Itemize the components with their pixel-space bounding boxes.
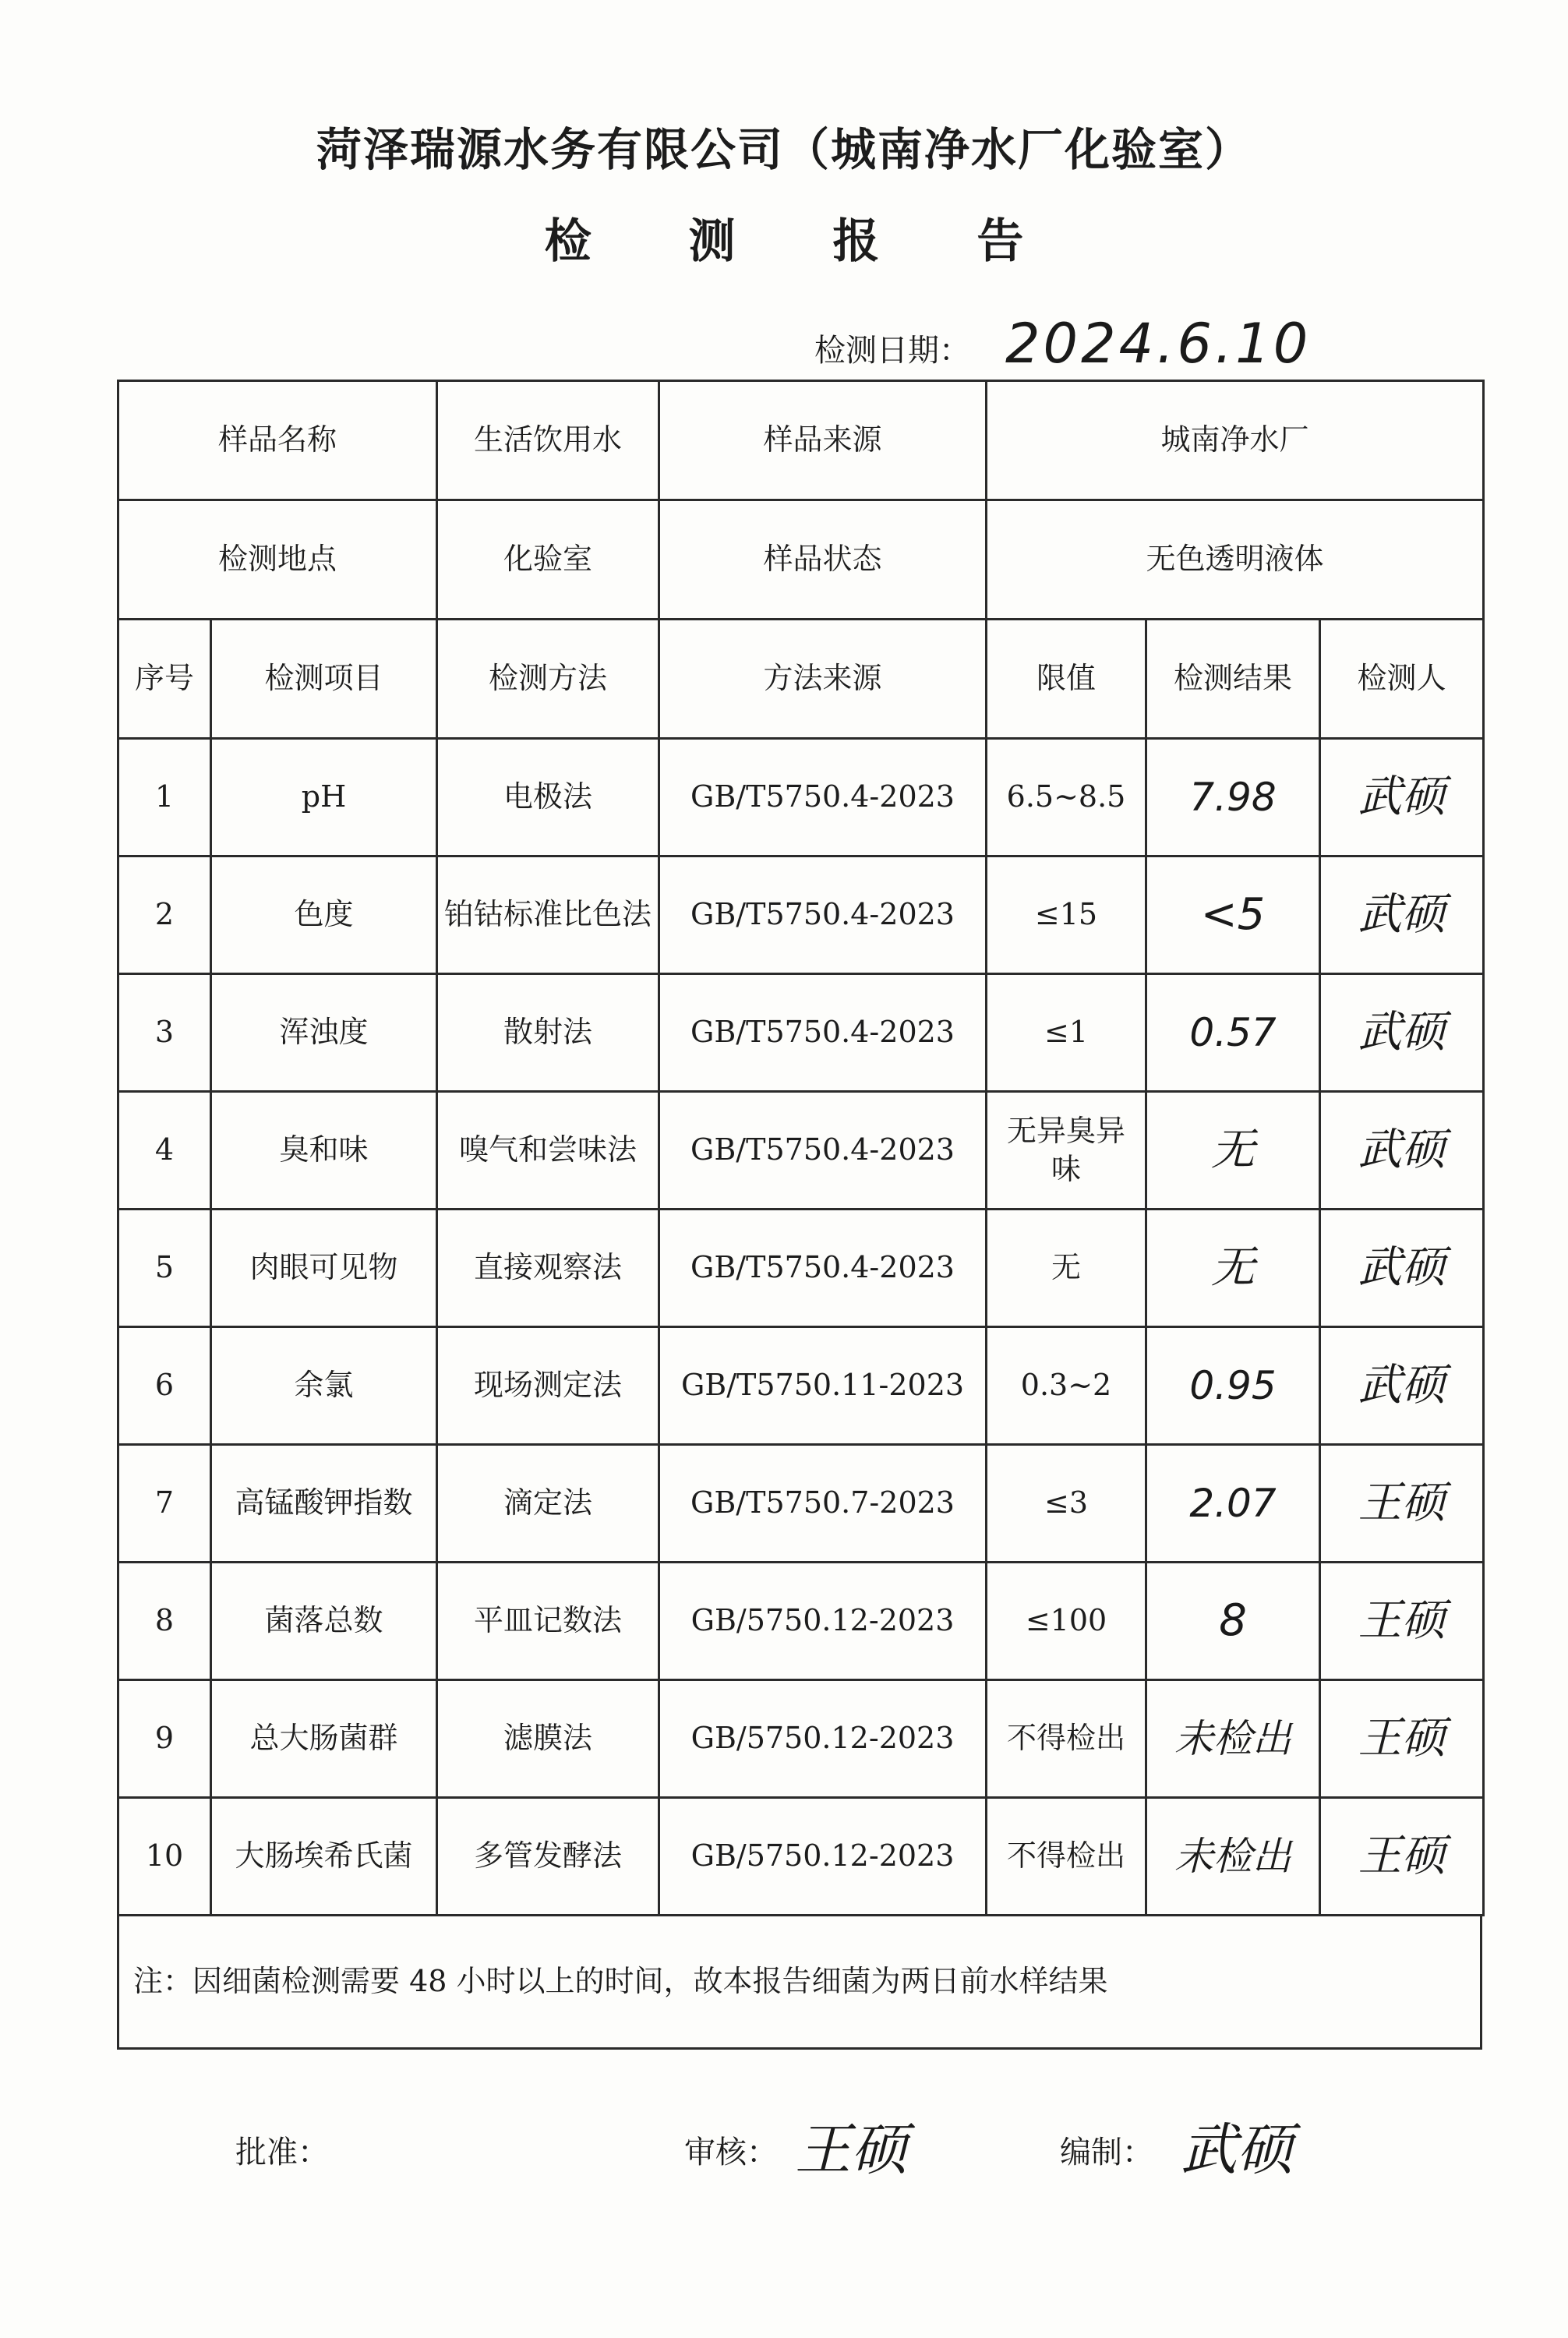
signature-row bbox=[0, 2104, 1568, 2198]
column-header: 序号 bbox=[118, 620, 211, 739]
sample-name-value: 生活饮用水 bbox=[437, 381, 659, 500]
test-method: 嗅气和尝味法 bbox=[437, 1092, 659, 1210]
tester-name: 王硕 bbox=[1320, 1445, 1484, 1563]
test-item: 高锰酸钾指数 bbox=[211, 1445, 437, 1563]
limit-value: ≤1 bbox=[987, 974, 1146, 1092]
test-method: 多管发酵法 bbox=[437, 1798, 659, 1916]
row-number: 7 bbox=[118, 1445, 211, 1563]
row-number: 6 bbox=[118, 1327, 211, 1445]
test-item: 色度 bbox=[211, 856, 437, 974]
method-source: GB/T5750.4-2023 bbox=[659, 856, 987, 974]
table-row bbox=[118, 1210, 1484, 1327]
method-source: GB/T5750.4-2023 bbox=[659, 739, 987, 856]
method-source: GB/5750.12-2023 bbox=[659, 1680, 987, 1798]
row-number: 2 bbox=[118, 856, 211, 974]
report-table-container bbox=[117, 380, 1482, 2050]
tester-name: 武硕 bbox=[1320, 856, 1484, 974]
approve-label: 批准： bbox=[235, 2135, 329, 2170]
sample-source-value: 城南净水厂 bbox=[987, 381, 1484, 500]
test-item: 肉眼可见物 bbox=[211, 1210, 437, 1327]
test-method: 滤膜法 bbox=[437, 1680, 659, 1798]
test-result: 未检出 bbox=[1146, 1680, 1320, 1798]
test-item: 菌落总数 bbox=[211, 1563, 437, 1680]
limit-value: 6.5~8.5 bbox=[987, 739, 1146, 856]
method-source: GB/T5750.4-2023 bbox=[659, 1210, 987, 1327]
test-result: 2.07 bbox=[1146, 1445, 1320, 1563]
test-item: 总大肠菌群 bbox=[211, 1680, 437, 1798]
test-method: 散射法 bbox=[437, 974, 659, 1092]
test-result: <5 bbox=[1146, 856, 1320, 974]
limit-value: 无 bbox=[987, 1210, 1146, 1327]
table-row bbox=[118, 1798, 1484, 1916]
table-row bbox=[118, 1680, 1484, 1798]
test-method: 现场测定法 bbox=[437, 1327, 659, 1445]
company-title: 菏泽瑞源水务有限公司（城南净水厂化验室） bbox=[316, 123, 1252, 176]
test-location-label: 检测地点 bbox=[118, 500, 437, 620]
tester-name: 武硕 bbox=[1320, 1092, 1484, 1210]
method-source: GB/T5750.4-2023 bbox=[659, 974, 987, 1092]
sample-name-label: 样品名称 bbox=[118, 381, 437, 500]
test-item: 浑浊度 bbox=[211, 974, 437, 1092]
row-number: 4 bbox=[118, 1092, 211, 1210]
note-table bbox=[117, 1914, 1482, 2050]
limit-value: ≤15 bbox=[987, 856, 1146, 974]
sample-state-label: 样品状态 bbox=[659, 500, 987, 620]
column-header-row bbox=[118, 620, 1484, 739]
test-item: pH bbox=[211, 739, 437, 856]
row-number: 8 bbox=[118, 1563, 211, 1680]
limit-value: 无异臭异味 bbox=[987, 1092, 1146, 1210]
column-header: 方法来源 bbox=[659, 620, 987, 739]
test-item: 大肠埃希氏菌 bbox=[211, 1798, 437, 1916]
limit-value: 不得检出 bbox=[987, 1798, 1146, 1916]
sample-state-value: 无色透明液体 bbox=[987, 500, 1484, 620]
sample-info-row-1 bbox=[118, 381, 1484, 500]
tester-name: 王硕 bbox=[1320, 1680, 1484, 1798]
test-result: 0.95 bbox=[1146, 1327, 1320, 1445]
column-header: 检测项目 bbox=[211, 620, 437, 739]
table-row bbox=[118, 1327, 1484, 1445]
method-source: GB/5750.12-2023 bbox=[659, 1563, 987, 1680]
compile-signature: 武硕 bbox=[1181, 2117, 1294, 2182]
review-label: 审核： bbox=[684, 2135, 778, 2170]
limit-value: 不得检出 bbox=[987, 1680, 1146, 1798]
row-number: 1 bbox=[118, 739, 211, 856]
sample-info-row-2 bbox=[118, 500, 1484, 620]
row-number: 5 bbox=[118, 1210, 211, 1327]
tester-name: 武硕 bbox=[1320, 974, 1484, 1092]
test-result: 0.57 bbox=[1146, 974, 1320, 1092]
table-row bbox=[118, 1563, 1484, 1680]
test-item: 臭和味 bbox=[211, 1092, 437, 1210]
test-location-value: 化验室 bbox=[437, 500, 659, 620]
test-result: 7.98 bbox=[1146, 739, 1320, 856]
method-source: GB/T5750.7-2023 bbox=[659, 1445, 987, 1563]
method-source: GB/T5750.4-2023 bbox=[659, 1092, 987, 1210]
tester-name: 武硕 bbox=[1320, 1210, 1484, 1327]
date-value: 2024.6.10 bbox=[1005, 312, 1312, 376]
table-row bbox=[118, 739, 1484, 856]
table-row bbox=[118, 1092, 1484, 1210]
column-header: 检测结果 bbox=[1146, 620, 1320, 739]
limit-value: ≤100 bbox=[987, 1563, 1146, 1680]
limit-value: 0.3~2 bbox=[987, 1327, 1146, 1445]
report-table bbox=[117, 380, 1485, 1916]
table-row bbox=[118, 856, 1484, 974]
test-result: 8 bbox=[1146, 1563, 1320, 1680]
date-label: 检测日期： bbox=[814, 333, 970, 369]
compile-label: 编制： bbox=[1060, 2135, 1153, 2170]
method-source: GB/T5750.11-2023 bbox=[659, 1327, 987, 1445]
test-method: 直接观察法 bbox=[437, 1210, 659, 1327]
test-result: 未检出 bbox=[1146, 1798, 1320, 1916]
test-result: 无 bbox=[1146, 1092, 1320, 1210]
limit-value: ≤3 bbox=[987, 1445, 1146, 1563]
tester-name: 武硕 bbox=[1320, 739, 1484, 856]
test-method: 滴定法 bbox=[437, 1445, 659, 1563]
test-item: 余氯 bbox=[211, 1327, 437, 1445]
test-method: 电极法 bbox=[437, 739, 659, 856]
table-row bbox=[118, 1445, 1484, 1563]
row-number: 9 bbox=[118, 1680, 211, 1798]
row-number: 10 bbox=[118, 1798, 211, 1916]
method-source: GB/5750.12-2023 bbox=[659, 1798, 987, 1916]
column-header: 限值 bbox=[987, 620, 1146, 739]
test-result: 无 bbox=[1146, 1210, 1320, 1327]
column-header: 检测方法 bbox=[437, 620, 659, 739]
tester-name: 武硕 bbox=[1320, 1327, 1484, 1445]
review-signature: 王硕 bbox=[795, 2117, 908, 2182]
sample-source-label: 样品来源 bbox=[659, 381, 987, 500]
table-row bbox=[118, 974, 1484, 1092]
tester-name: 王硕 bbox=[1320, 1798, 1484, 1916]
test-method: 平皿记数法 bbox=[437, 1563, 659, 1680]
report-title: 检 测 报 告 bbox=[544, 214, 1065, 269]
tester-name: 王硕 bbox=[1320, 1563, 1484, 1680]
note-text: 注：因细菌检测需要 48 小时以上的时间，故本报告细菌为两日前水样结果 bbox=[118, 1916, 1481, 2049]
test-method: 铂钴标准比色法 bbox=[437, 856, 659, 974]
column-header: 检测人 bbox=[1320, 620, 1484, 739]
row-number: 3 bbox=[118, 974, 211, 1092]
